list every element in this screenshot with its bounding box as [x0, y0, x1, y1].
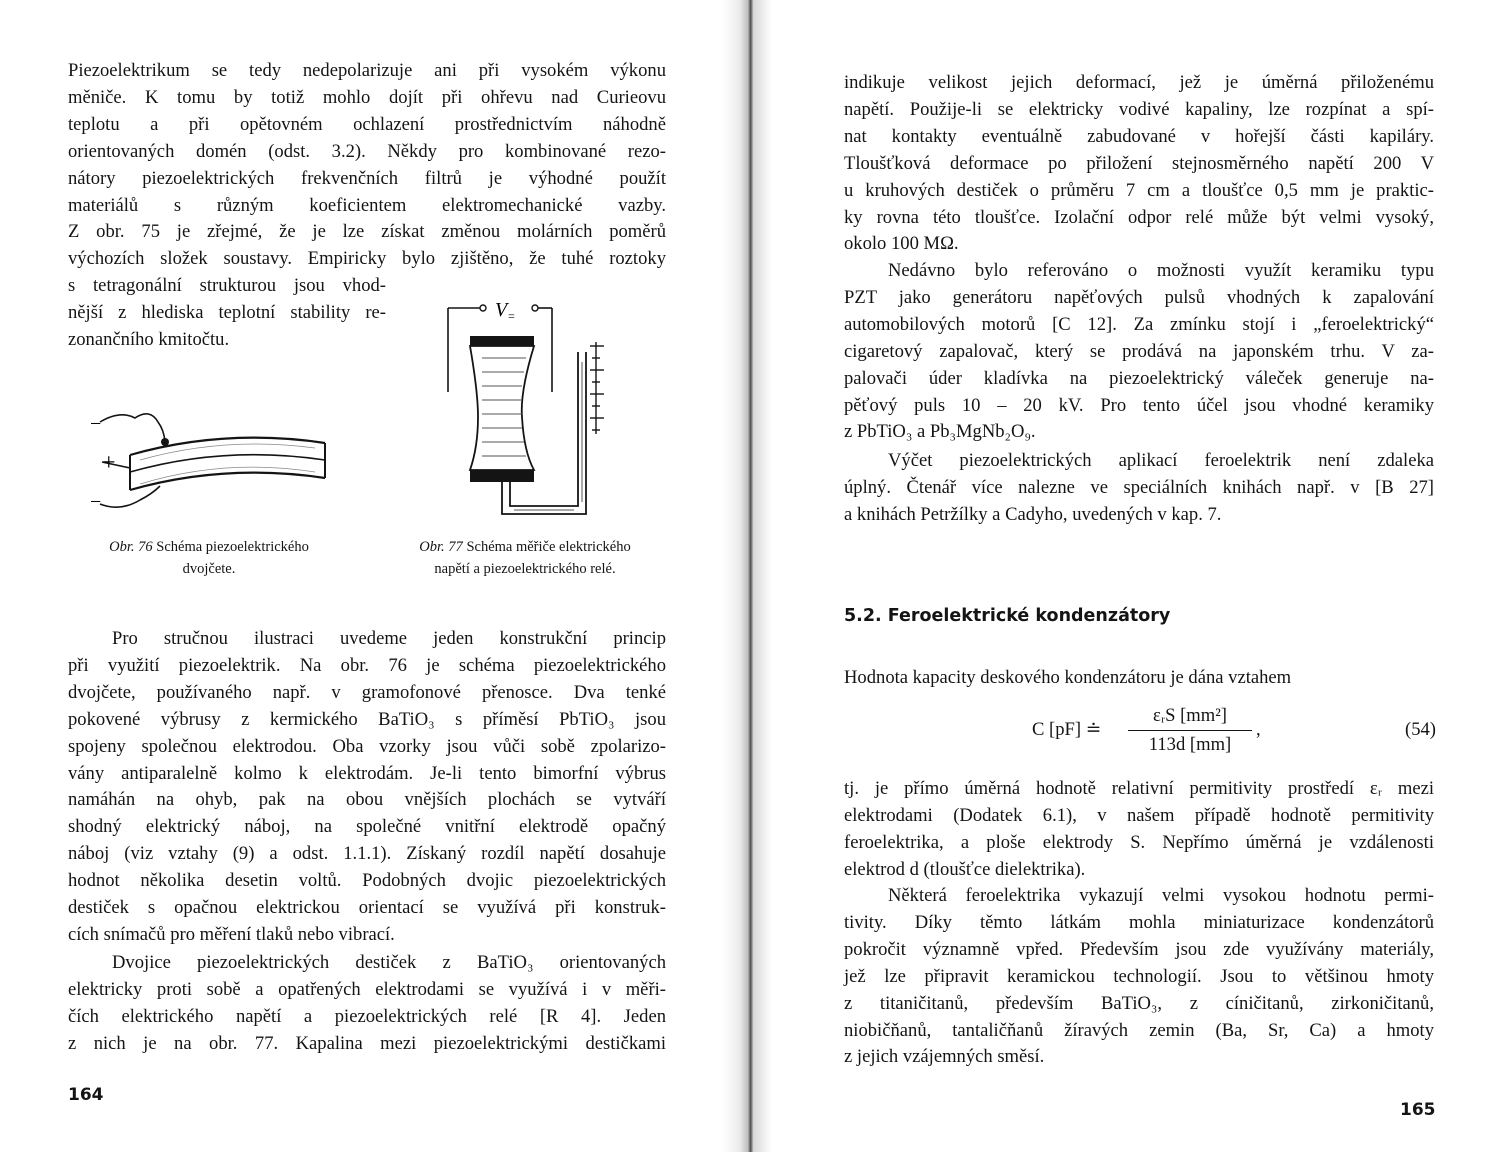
scale-ticks: [590, 346, 604, 430]
figure-76-bimorph: [80, 400, 350, 530]
text-line: nější z hlediska teplotní stability re-: [68, 302, 386, 324]
text-line: úplný. Čtenář více nalezne ve speciálních knihách např. v [B 27]: [844, 476, 1434, 498]
capillary-tube-inner: [510, 352, 578, 506]
text-line: shodný elektrický náboj, na společné vnitřní elektrodě opačný: [68, 816, 666, 838]
page-number-right: 165: [1400, 1100, 1436, 1120]
bimorph-drawing: [80, 400, 350, 530]
text-line: Dvojice piezoelektrických destiček z BaTiO₃ orientovaných: [112, 952, 666, 973]
text-line: měniče. K tomu by totiž mohlo dojít při ohřevu nad Curieovu: [68, 86, 666, 108]
text-line: jež lze připravit keramickou technologií. Jsou to většinou hmoty: [844, 965, 1434, 987]
text-line: napětí. Použije-li se elektricky vodivé kapaliny, lze rozpínat a spí-: [844, 98, 1434, 120]
equation-fraction: [1128, 704, 1252, 757]
text-line: namáhán na ohyb, pak na obou vnějších plochách se vytváří: [68, 789, 666, 811]
figure-77-caption: [378, 536, 672, 580]
text-line: automobilových motorů [C 12]. Za zmínku stojí i „feroelektrický“: [844, 313, 1434, 335]
text-line: cigaretový zapalovač, který se prodává na japonském trhu. V za-: [844, 340, 1434, 362]
text-line: okolo 100 MΩ.: [844, 233, 959, 255]
equation-comma: ,: [1256, 719, 1261, 740]
right-paragraph-2: [844, 258, 1434, 446]
text-line: Výčet piezoelektrických aplikací feroelektrik není zdaleka: [888, 450, 1434, 471]
text-line: náboj (viz vztahy (9) a odst. 1.1.1). Získaný rozdíl napětí dosahuje: [68, 843, 666, 865]
text-line: u kruhových destiček o průměru 7 cm a tloušťce 0,5 mm je praktic-: [844, 179, 1434, 201]
liquid-hatching: [482, 358, 526, 456]
text-line: Některá feroelektrika vykazují velmi vysokou hodnotu permi-: [888, 885, 1434, 906]
capillary-tube-outer: [502, 352, 586, 514]
text-line: s tetragonální strukturou jsou vhod-: [68, 275, 386, 297]
text-line: výchozích složek soustavy. Empiricky bylo zjištěno, že tuhé roztoky: [68, 248, 666, 270]
figure-76-label: Obr. 76: [109, 539, 153, 555]
text-line: a knihách Petržílky a Cadyho, uvedených v kap. 7.: [844, 503, 1222, 525]
bottom-electrode: [470, 470, 534, 482]
plus-sign: +: [102, 450, 116, 476]
text-line: orientovaných domén (odst. 3.2). Někdy pro kombinované rezo-: [68, 140, 666, 162]
fraction-bar: [1128, 730, 1252, 731]
text-line: materiálů s různým koeficientem elektromechanické vazby.: [68, 194, 666, 216]
figure-77-relay: [440, 292, 630, 527]
text-line: čích elektrického napětí a piezoelektrických relé [R 4]. Jeden: [68, 1005, 666, 1027]
equation-54: [1032, 704, 1472, 764]
text-line: dvojčete, používaného např. v gramofonové přenosce. Dva tenké: [68, 681, 666, 703]
text-line: z PbTiO₃ a Pb₃MgNb₂O₉.: [844, 421, 1036, 443]
text-line: Z obr. 75 je zřejmé, že je lze získat změnou molárních poměrů: [68, 221, 666, 243]
figure-77-caption-text: Schéma měřiče elektrického: [466, 539, 631, 555]
text-line: elektricky proti sobě a opatřených elektrodami se využívá i v měři-: [68, 978, 666, 1000]
text-line: Piezoelektrikum se tedy nedepolarizuje ani při vysokém výkonu: [68, 60, 666, 81]
text-line: tj. je přímo úměrná hodnotě relativní permitivity prostředí εᵣ mezi: [844, 778, 1434, 799]
equation-denominator: 113d [mm]: [1148, 734, 1232, 755]
text-line: z titaničitanů, především BaTiO₃, z cíničitanů, zirkoničitanů,: [844, 992, 1434, 1014]
text-line: Pro stručnou ilustraci uvedeme jeden konstrukční princip: [112, 628, 666, 649]
text-line: ky rovna této tloušťce. Izolační odpor relé může být velmi vysoký,: [844, 206, 1434, 228]
figure-77-label: Obr. 77: [419, 539, 463, 555]
left-paragraph-3: [68, 950, 666, 1058]
minus-sign-bottom: −: [90, 491, 102, 513]
text-line: vány antiparalelně kolmo k elektrodám. Je-li tento bimorfní výbrus: [68, 762, 666, 784]
equation-lhs: C [pF] ≐: [1032, 719, 1102, 740]
wire-top: [100, 414, 165, 442]
text-line: zonančního kmitočtu.: [68, 329, 230, 351]
text-line: elektrodami (Dodatek 6.1), v našem případě hodnotě permitivity: [844, 804, 1434, 826]
figure-76-caption-text: dvojčete.: [182, 561, 236, 577]
text-line: niobičňanů, tantaličňanů žíravých zemin (Ba, Sr, Ca) a hmoty: [844, 1019, 1434, 1041]
right-paragraph-4: [844, 776, 1434, 884]
text-line: z nich je na obr. 77. Kapalina mezi piezoelektrickými destičkami: [68, 1032, 666, 1054]
voltage-subscript: =: [508, 309, 515, 323]
text-line: při využití piezoelektrik. Na obr. 76 je schéma piezoelektrického: [68, 654, 666, 676]
voltage-label: V: [495, 299, 508, 321]
figure-76-caption: [64, 536, 354, 580]
equation-intro: [844, 665, 1434, 692]
text-line: tivity. Díky těmto látkám mohla miniaturizace kondenzátorů: [844, 911, 1434, 933]
text-line: PZT jako generátoru napěťových pulsů vhodných k zapalování: [844, 286, 1434, 308]
right-paragraph-1: [844, 70, 1434, 258]
text-line: teplotu a při opětovném ochlazení prostřednictvím náhodně: [68, 113, 666, 135]
text-line: pěťový puls 10 – 20 kV. Pro tento účel jsou vhodné keramiky: [844, 394, 1434, 416]
left-paragraph-2: [68, 626, 666, 949]
text-line: z jejich vzájemných směsí.: [844, 1046, 1045, 1068]
top-electrode: [470, 336, 534, 346]
text-line: elektrod d (tloušťce dielektrika).: [844, 858, 1086, 880]
terminal-left: [480, 305, 486, 311]
relay-drawing: [440, 292, 630, 527]
figure-76-caption-text: Schéma piezoelektrického: [156, 539, 309, 555]
text-line: nátory piezoelektrických frekvenčních filtrů je výhodné použít: [68, 167, 666, 189]
figure-77-caption-text: napětí a piezoelektrického relé.: [434, 561, 616, 577]
text-line: indikuje velikost jejich deformací, jež je úměrná přiloženému: [844, 72, 1434, 93]
page-number-left: 164: [68, 1085, 104, 1105]
text-line: feroelektrika, a ploše elektrody S. Nepřímo úměrná je vzdálenosti: [844, 831, 1434, 853]
text-line: pokročit významně vpřed. Především jsou zde využívány materiály,: [844, 938, 1434, 960]
right-paragraph-5: [844, 883, 1434, 1071]
text-line: palovači úder kladívka na piezoelektrický váleček generuje na-: [844, 367, 1434, 389]
text-line: spojeny společnou elektrodou. Oba vzorky jsou vůči sobě zpolarizo-: [68, 735, 666, 757]
text-line: hodnot několika desetin voltů. Podobných dvojic piezoelektrických: [68, 870, 666, 892]
right-paragraph-3: [844, 448, 1434, 529]
terminal-right: [532, 305, 538, 311]
text-line: Tloušťková deformace po přiložení stejnosměrného napětí 200 V: [844, 152, 1434, 174]
book-gutter: [722, 0, 772, 1152]
text-line: cích snímačů pro měření tlaků nebo vibrací.: [68, 923, 395, 945]
right-page: [772, 0, 1506, 1152]
minus-sign-top: −: [90, 413, 102, 435]
text-line: Nedávno bylo referováno o možnosti využít keramiku typu: [888, 260, 1434, 281]
equation-number: (54): [1405, 719, 1436, 740]
section-heading: 5.2. Feroelektrické kondenzátory: [844, 606, 1171, 626]
text-line: nat kontakty eventuálně zabudované v hořejší části kapiláry.: [844, 125, 1434, 147]
text-line: destiček s opačnou elektrickou orientací se využívá při konstruk-: [68, 897, 666, 919]
left-page: [0, 0, 722, 1152]
equation-numerator: εᵣS [mm²]: [1153, 705, 1227, 726]
text-line: pokovené výbrusy z kermického BaTiO₃ s příměsí PbTiO₃ jsou: [68, 708, 666, 730]
outer-electrode-top: [130, 438, 325, 455]
liquid-column: [470, 346, 534, 470]
text-line: Hodnota kapacity deskového kondenzátoru je dána vztahem: [844, 667, 1292, 688]
